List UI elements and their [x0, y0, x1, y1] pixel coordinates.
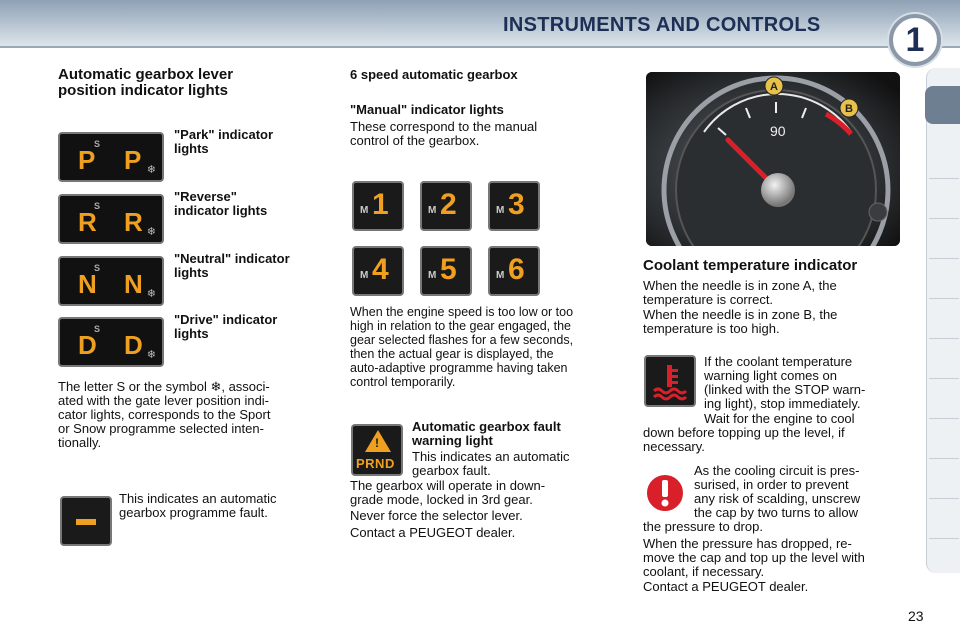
svg-text:B: B [845, 103, 853, 115]
chapter-tab-strip [926, 68, 960, 573]
coolant-section-title: Coolant temperature indicator [643, 257, 858, 274]
svg-text:90: 90 [770, 123, 786, 139]
contact-dealer-text: Contact a PEUGEOT dealer. [350, 525, 516, 540]
section-title-gear-position: Automatic gearbox lever position indicator lights [58, 66, 234, 99]
chapter-tab[interactable] [929, 338, 959, 339]
chapter-tab[interactable] [929, 458, 959, 459]
reverse-indicator-lamp: S R R ❄ [58, 194, 164, 244]
coolant-warning-text: If the coolant temperature warning light comes on (linked with the STOP warn- ing light), stop immediately. [704, 354, 866, 411]
coolant-thermometer-icon [646, 357, 694, 405]
page-number: 23 [908, 608, 924, 624]
chapter-tab[interactable] [929, 378, 959, 379]
engine-speed-paragraph: When the engine speed is too low or too high in relation to the gear engaged, the gear selected flashes for a few seconds, then the actual gear is displayed, the auto-adaptive programme having taken control temporarily. [350, 305, 574, 389]
chapter-tab[interactable] [929, 218, 959, 219]
reverse-indicator-label: "Reverse" indicator lights [174, 189, 268, 218]
gear-m6-lamp: M 6 [488, 246, 540, 296]
page-header [0, 0, 960, 48]
chapter-tab-active[interactable] [925, 86, 960, 124]
sport-snow-paragraph: The letter S or the symbol ❄, associ- ated with the gate lever position indi- cator lights, corresponds to the Sport or Snow programme selected inten- tionally. [58, 379, 271, 450]
contact-dealer-text-2: Contact a PEUGEOT dealer. [643, 579, 809, 594]
gear-m4-lamp: M 4 [352, 246, 404, 296]
coolant-warning-lamp [644, 355, 696, 407]
pressure-warning-text: As the cooling circuit is pres- surised, in order to prevent any risk of scalding, unscrew the cap by two turns to allow the pressure to drop. [643, 463, 861, 534]
chapter-tab[interactable] [929, 538, 959, 539]
zone-a-text: When the needle is in zone A, the temperature is correct. [643, 278, 837, 307]
park-indicator-lamp: S P P ❄ [58, 132, 164, 182]
gear-m1-lamp: M 1 [352, 181, 404, 231]
dash-icon [76, 519, 96, 525]
neutral-indicator-label: "Neutral" indicator lights [174, 251, 290, 280]
zone-b-text: When the needle is in zone B, the temperature is too high. [643, 307, 838, 336]
snow-icon: ❄ [146, 226, 156, 238]
drive-indicator-label: "Drive" indicator lights [174, 312, 278, 341]
chapter-badge: 1 [889, 14, 941, 66]
neutral-indicator-lamp: S N N ❄ [58, 256, 164, 306]
gearbox-fault-warning-lamp: ! PRND [351, 424, 403, 476]
programme-fault-text: This indicates an automatic gearbox programme fault. [119, 491, 277, 520]
downgrade-mode-text: The gearbox will operate in down- grade mode, locked in 3rd gear. [350, 478, 546, 507]
wait-cool-text: Wait for the engine to cool down before topping up the level, if necessary. [643, 411, 855, 454]
chapter-tab[interactable] [929, 298, 959, 299]
gearbox-fault-text: This indicates an automatic gearbox fault. [412, 449, 570, 478]
gear-m5-lamp: M 5 [420, 246, 472, 296]
chapter-tab[interactable] [929, 418, 959, 419]
coolant-gauge-photo [646, 72, 900, 246]
snow-icon: ❄ [146, 164, 156, 176]
manual-indicator-title: "Manual" indicator lights [350, 102, 504, 117]
gear-m2-lamp: M 2 [420, 181, 472, 231]
coolant-gauge-svg [646, 72, 900, 246]
snow-icon: ❄ [146, 349, 156, 361]
svg-text:A: A [770, 81, 778, 93]
park-indicator-label: "Park" indicator lights [174, 127, 274, 156]
snow-icon: ❄ [146, 288, 156, 300]
chapter-tab[interactable] [929, 178, 959, 179]
programme-fault-lamp [60, 496, 112, 546]
gear-m3-lamp: M 3 [488, 181, 540, 231]
drive-indicator-lamp: S D D ❄ [58, 317, 164, 367]
manual-indicator-text: These correspond to the manual control of the gearbox. [350, 119, 538, 148]
gearbox-fault-title: Automatic gearbox fault warning light [412, 419, 561, 448]
page-title: INSTRUMENTS AND CONTROLS [503, 14, 821, 36]
chapter-tab[interactable] [929, 498, 959, 499]
never-force-text: Never force the selector lever. [350, 508, 523, 523]
top-up-text: When the pressure has dropped, re- move the cap and top up the level with coolant, if necessary. [643, 536, 865, 579]
section-title-6-speed: 6 speed automatic gearbox [350, 67, 518, 82]
chapter-tab[interactable] [929, 258, 959, 259]
